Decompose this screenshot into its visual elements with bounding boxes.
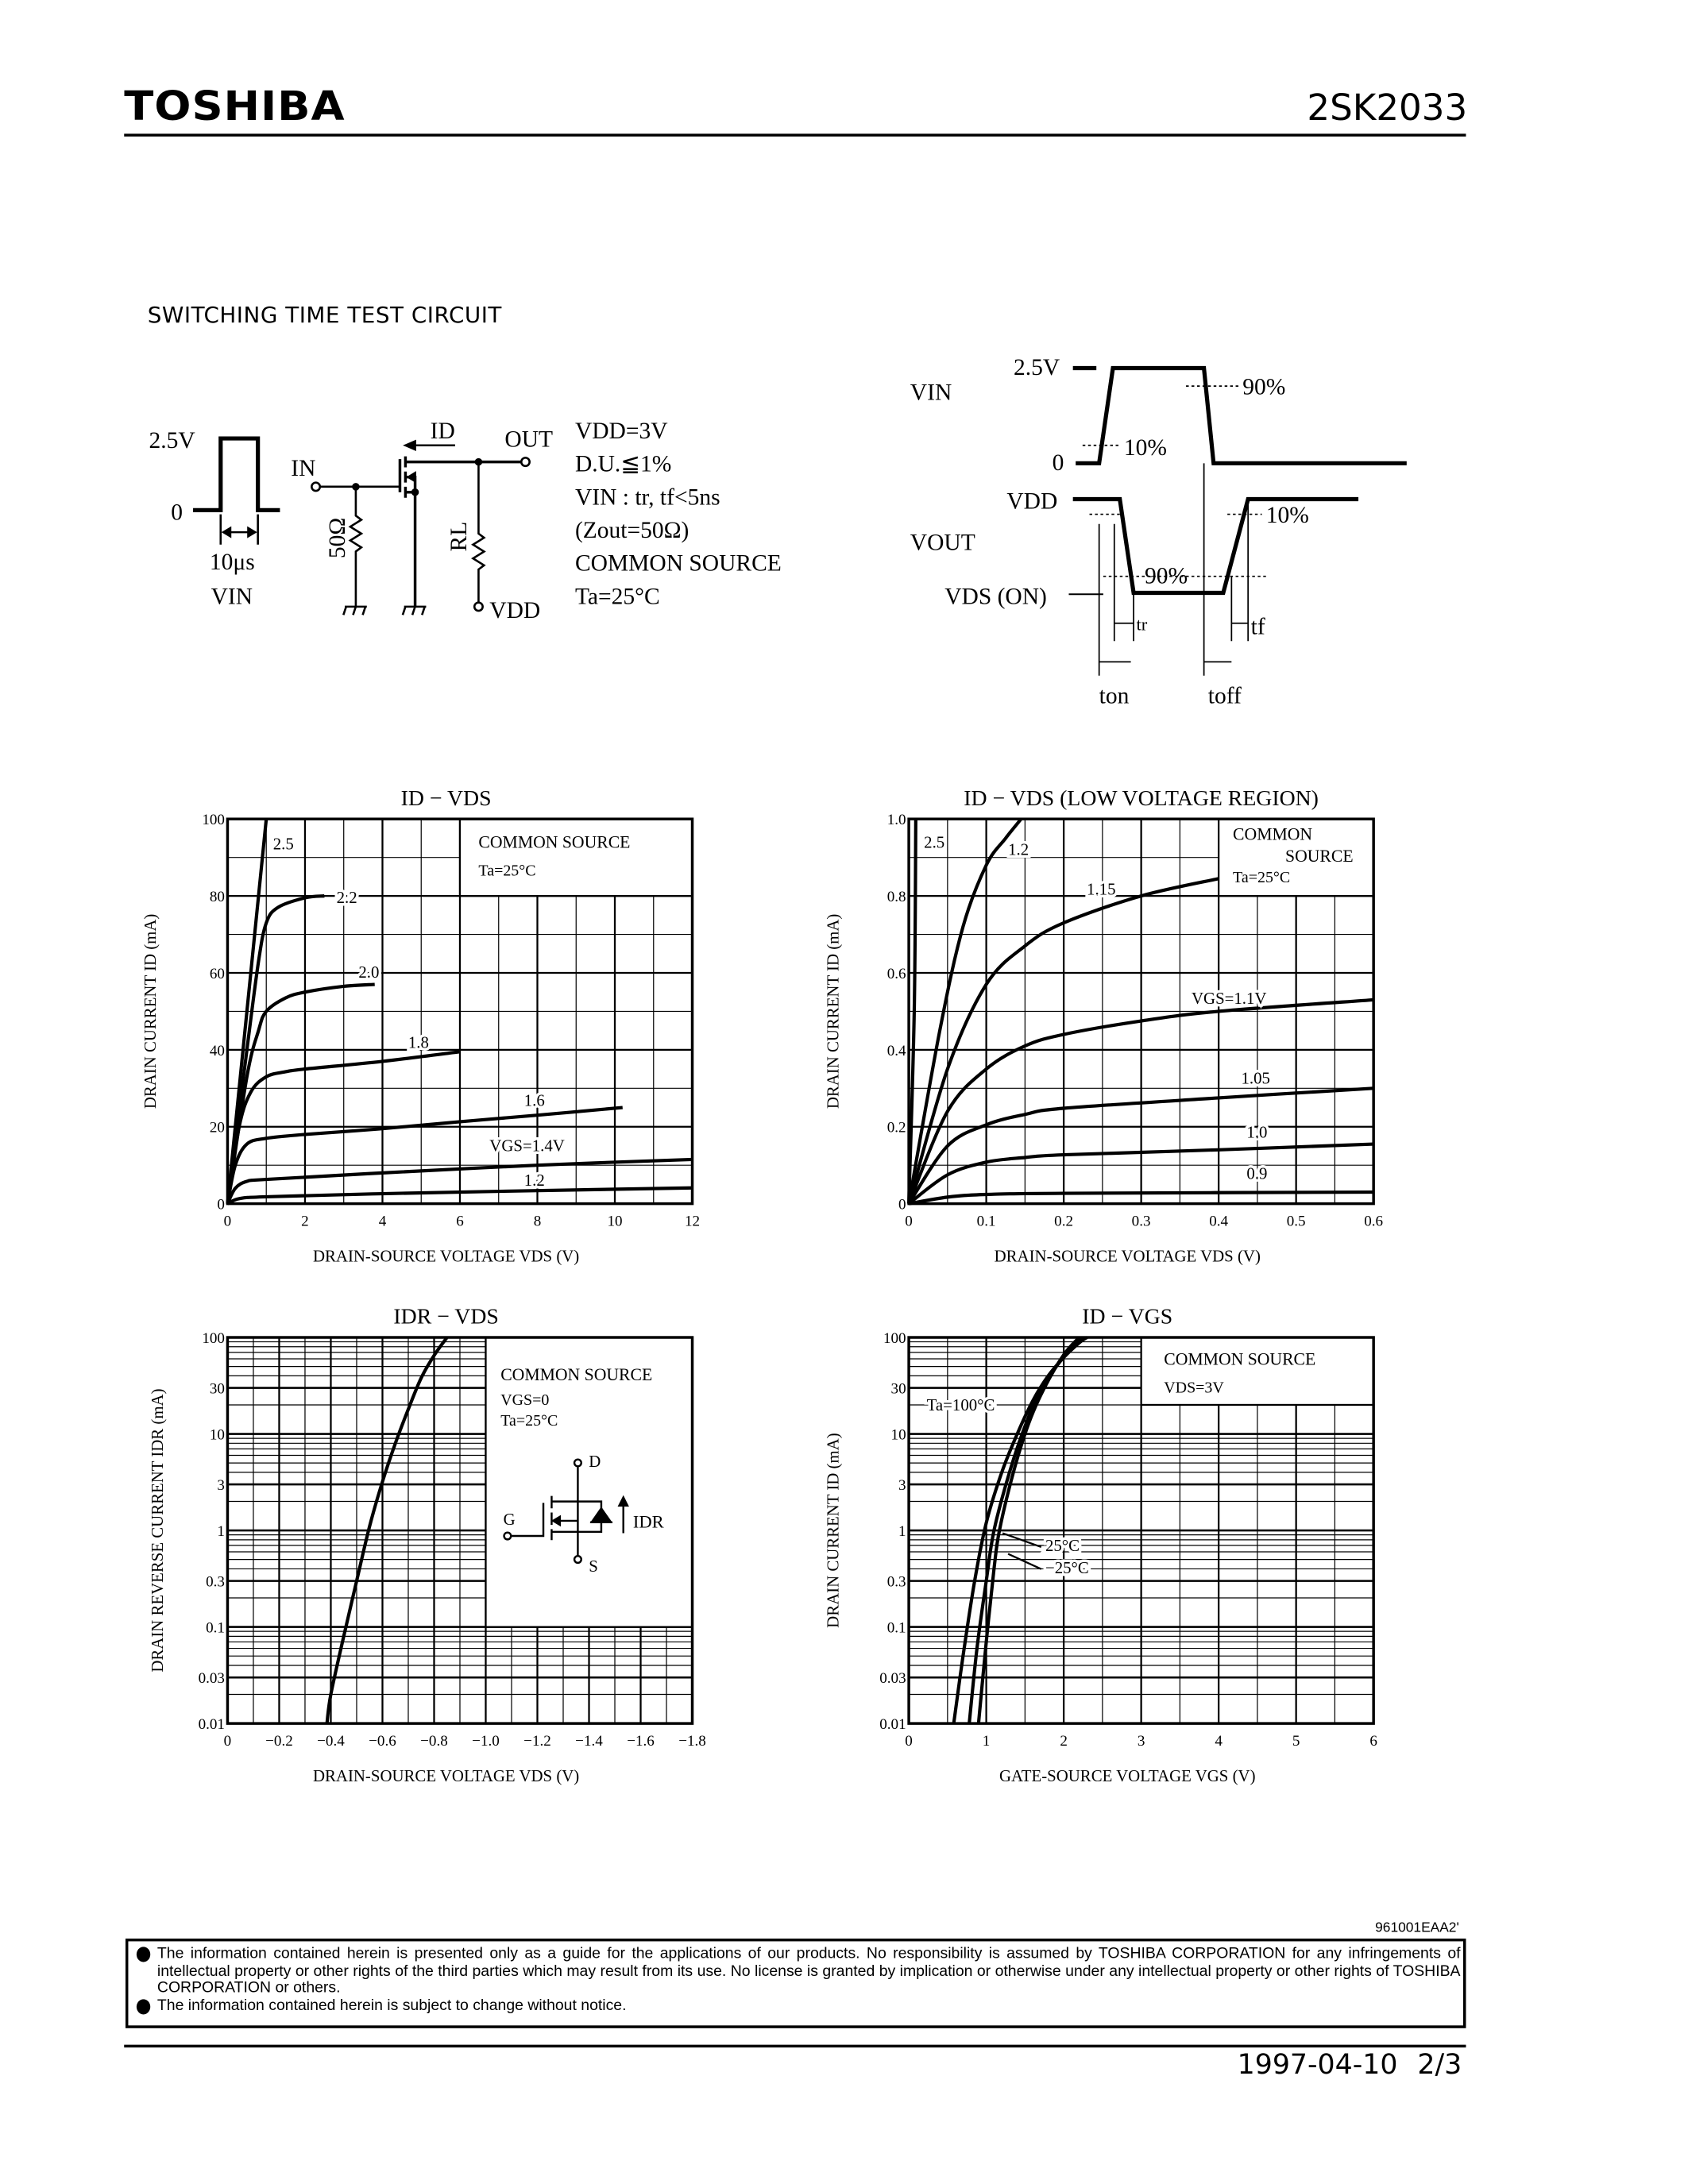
x-tick-label: 10 — [607, 1213, 623, 1230]
series-label: 0.9 — [1246, 1163, 1268, 1183]
y-tick-label: 60 — [209, 965, 225, 982]
x-tick-label: 4 — [378, 1213, 387, 1230]
x-axis-label: DRAIN-SOURCE VOLTAGE VDS (V) — [312, 1766, 580, 1786]
junction-dot — [353, 484, 358, 489]
condition-line: (Zout=50Ω) — [574, 518, 689, 544]
x-tick-label: 0.4 — [1209, 1213, 1229, 1230]
timing-90-in: 90% — [1242, 374, 1286, 400]
series-label: 2.2 — [336, 888, 357, 908]
x-tick-label: 0.6 — [1364, 1213, 1384, 1230]
x-tick-label: 0.3 — [1131, 1213, 1151, 1230]
page-number: 2/3 — [1417, 2047, 1462, 2081]
condition-line: VIN : tr, tf<5ns — [574, 484, 720, 511]
condition-line: Ta=25°C — [574, 584, 660, 610]
bullet-icon — [137, 1999, 150, 2014]
series-label: 1.6 — [523, 1090, 545, 1110]
x-tick-label: 0 — [223, 1213, 232, 1230]
x-tick-label: 8 — [533, 1213, 542, 1230]
condition-line: D.U.≦1% — [574, 451, 672, 477]
tf-label: tf — [1250, 614, 1265, 640]
chart-4 — [824, 1305, 1377, 1785]
chart-2 — [824, 786, 1384, 1266]
y-tick-label: 3 — [898, 1477, 906, 1495]
series-label: VGS=1.1V — [1191, 988, 1267, 1008]
series-label: 2.5 — [272, 834, 294, 854]
part-number: 2SK2033 — [1307, 88, 1468, 130]
x-tick-label: 0 — [905, 1732, 913, 1750]
chart-annotation: Ta=25°C — [500, 1412, 558, 1430]
series-label: 2.5 — [924, 832, 945, 852]
timing-10-out: 10% — [1265, 502, 1309, 528]
y-tick-label: 0 — [217, 1196, 225, 1214]
y-tick-label: 100 — [202, 812, 225, 829]
inset-label-s: S — [589, 1557, 598, 1576]
pulse-width-label: 10μs — [209, 550, 255, 576]
arrow-icon — [408, 473, 415, 480]
document-code: 961001EAA2' — [1375, 1920, 1459, 1936]
gate-terminal — [504, 1533, 512, 1540]
disclaimer-box — [126, 1939, 1466, 2028]
x-tick-label: 0.5 — [1286, 1213, 1306, 1230]
pulse-low-label: 0 — [171, 500, 183, 526]
inset-label-idr: IDR — [632, 1511, 664, 1532]
pointer-arrow-icon — [1002, 1534, 1041, 1569]
chart-annotation: COMMON SOURCE — [1164, 1349, 1316, 1369]
x-axis-label: DRAIN-SOURCE VOLTAGE VDS (V) — [994, 1246, 1261, 1266]
x-tick-label: 1 — [982, 1732, 991, 1750]
timing-vdson-label: VDS (ON) — [944, 584, 1047, 610]
bullet-icon — [137, 1947, 150, 1962]
date: 1997-04-10 — [1237, 2047, 1398, 2081]
chart-3 — [148, 1305, 706, 1785]
chart-annotation: Ta=25°C — [478, 862, 536, 880]
vout-waveform — [1073, 499, 1358, 592]
condition-line: VDD=3V — [574, 419, 668, 445]
rl-label: RL — [446, 521, 472, 552]
series-label: 25°C — [1045, 1536, 1080, 1556]
y-tick-label: 80 — [209, 889, 225, 906]
input-pulse — [193, 438, 280, 510]
y-tick-label: 20 — [209, 1119, 225, 1136]
chart-annotation: COMMON SOURCE — [478, 832, 631, 852]
series-label: 1.0 — [1246, 1122, 1268, 1142]
x-tick-label: 2 — [1060, 1732, 1068, 1750]
chart-1 — [141, 786, 700, 1266]
y-tick-label: 0.01 — [879, 1716, 906, 1734]
x-tick-label: −1.0 — [472, 1732, 500, 1750]
y-tick-label: 0.8 — [886, 889, 906, 906]
vin-label: VIN — [211, 584, 253, 610]
in-label: IN — [291, 455, 316, 481]
chart-annotation: COMMON SOURCE — [500, 1364, 653, 1384]
chart-title: ID − VDS — [400, 785, 492, 811]
chart-annotation: Ta=25°C — [1233, 869, 1291, 887]
inset-label-d: D — [589, 1452, 601, 1472]
y-axis-label: DRAIN CURRENT ID (mA) — [823, 913, 843, 1109]
legend-box — [460, 819, 693, 896]
out-label: OUT — [504, 426, 554, 453]
timing-diagram — [1068, 369, 1406, 676]
series-label: 1.2 — [523, 1171, 545, 1190]
timing-10-in: 10% — [1123, 434, 1167, 461]
y-tick-label: 0.03 — [198, 1670, 225, 1688]
y-tick-label: 10 — [890, 1426, 906, 1444]
x-tick-label: −1.6 — [627, 1732, 655, 1750]
y-tick-label: 1 — [898, 1523, 906, 1541]
y-tick-label: 0.2 — [886, 1119, 906, 1136]
inset-label-g: G — [503, 1510, 516, 1530]
x-tick-label: 6 — [1369, 1732, 1377, 1750]
y-tick-label: 0.3 — [206, 1573, 225, 1591]
x-tick-label: 6 — [456, 1213, 464, 1230]
y-tick-label: 100 — [883, 1329, 906, 1347]
y-tick-label: 0.6 — [886, 965, 906, 982]
y-tick-label: 1.0 — [886, 812, 906, 829]
x-axis-label: DRAIN-SOURCE VOLTAGE VDS (V) — [312, 1246, 580, 1266]
condition-line: COMMON SOURCE — [574, 550, 782, 577]
r50-label: 50Ω — [325, 517, 351, 559]
disclaimer-item — [133, 1946, 1460, 1998]
x-tick-label: −1.2 — [523, 1732, 551, 1750]
y-tick-label: 0.01 — [198, 1716, 225, 1734]
x-tick-label: 4 — [1215, 1732, 1223, 1750]
y-tick-label: 30 — [890, 1380, 906, 1398]
chart-title: ID − VDS (LOW VOLTAGE REGION) — [964, 785, 1319, 811]
timing-high-label: 2.5V — [1014, 355, 1060, 381]
timing-90-out: 90% — [1144, 563, 1188, 589]
ton-label: ton — [1099, 683, 1130, 709]
y-tick-label: 1 — [217, 1523, 225, 1541]
vdd-label: VDD — [489, 597, 541, 623]
chart-annotation: COMMON — [1233, 824, 1313, 844]
chart-annotation: VDS=3V — [1164, 1379, 1224, 1397]
y-tick-label: 3 — [217, 1477, 225, 1495]
series-label: 1.8 — [408, 1032, 429, 1052]
x-tick-label: −0.6 — [369, 1732, 396, 1750]
y-tick-label: 10 — [209, 1426, 225, 1444]
y-tick-label: 0.1 — [886, 1619, 906, 1637]
y-tick-label: 0.3 — [886, 1573, 906, 1591]
y-tick-label: 0.03 — [879, 1670, 906, 1688]
y-tick-label: 0.4 — [886, 1042, 906, 1059]
chart-annotation: SOURCE — [1285, 847, 1354, 866]
footer-date-page — [1238, 2047, 1462, 2081]
y-tick-label: 30 — [209, 1380, 225, 1398]
tr-label: tr — [1136, 614, 1148, 635]
time-arrows — [1099, 623, 1248, 662]
y-tick-label: 40 — [209, 1042, 225, 1059]
ground-icon — [343, 607, 426, 615]
y-axis-label: DRAIN CURRENT ID (mA) — [823, 1433, 843, 1628]
x-tick-label: −0.8 — [420, 1732, 448, 1750]
y-axis-label: DRAIN REVERSE CURRENT IDR (mA) — [147, 1388, 167, 1673]
toshiba-logo: TOSHIBA — [124, 83, 346, 130]
x-tick-label: 0.1 — [976, 1213, 996, 1230]
id-label: ID — [430, 419, 455, 445]
x-tick-label: 12 — [684, 1213, 701, 1230]
disclaimer-text: The information contained herein is subject to change without notice. — [156, 1997, 627, 2015]
timing-zero-label: 0 — [1052, 450, 1064, 477]
timing-vout-label: VOUT — [910, 530, 975, 556]
chart-title: IDR − VDS — [393, 1304, 499, 1329]
x-tick-label: 0 — [905, 1213, 913, 1230]
junction-dot — [412, 489, 418, 495]
x-tick-label: 2 — [301, 1213, 309, 1230]
vdd-terminal — [474, 603, 482, 611]
threshold-lines — [1083, 386, 1269, 577]
y-tick-label: 100 — [202, 1329, 225, 1347]
output-terminal — [521, 457, 529, 465]
disclaimer-item — [133, 1997, 1460, 2015]
chart-title: ID − VGS — [1082, 1304, 1173, 1329]
disclaimer-text: The information contained herein is presented only as a guide for the applications of our products. No responsibility is assumed by TOSHIBA CORPORATION for any infringements of intellectual property or other rights of the third parties which may result from its use. No license is granted by implication or otherwise under any intellectual property or other rights of TOSHIBA CORPORATION or others. — [156, 1945, 1461, 1997]
x-tick-label: 0 — [223, 1732, 232, 1750]
vin-waveform — [1073, 369, 1407, 464]
source-terminal — [574, 1556, 581, 1563]
section-title: SWITCHING TIME TEST CIRCUIT — [147, 302, 502, 329]
series-label: 1.15 — [1087, 879, 1116, 899]
resistor-rl — [473, 462, 484, 603]
toff-label: toff — [1207, 683, 1242, 709]
arrow-icon — [405, 442, 415, 450]
x-tick-label: −0.2 — [265, 1732, 293, 1750]
series-label: −25°C — [1045, 1557, 1089, 1577]
y-axis-label: DRAIN CURRENT ID (mA) — [141, 913, 160, 1109]
y-tick-label: 0 — [898, 1196, 906, 1214]
pulse-high-label: 2.5V — [149, 428, 195, 454]
chart-annotation: VGS=0 — [500, 1391, 550, 1410]
timing-vin-label: VIN — [910, 380, 952, 406]
x-axis-label: GATE-SOURCE VOLTAGE VGS (V) — [999, 1766, 1256, 1786]
series-label: VGS=1.4V — [489, 1136, 565, 1156]
x-tick-label: −1.4 — [575, 1732, 603, 1750]
x-tick-label: 5 — [1292, 1732, 1300, 1750]
series-label: 1.05 — [1241, 1068, 1270, 1088]
series-label: 2.0 — [358, 962, 380, 982]
drain-terminal — [574, 1460, 581, 1467]
series-label: Ta=100°C — [926, 1395, 995, 1415]
x-tick-label: −1.8 — [678, 1732, 706, 1750]
y-tick-label: 0.1 — [206, 1619, 225, 1637]
timing-vdd-label: VDD — [1006, 488, 1058, 515]
x-tick-label: 3 — [1137, 1732, 1145, 1750]
series-label: 1.2 — [1008, 839, 1029, 859]
x-tick-label: 0.2 — [1054, 1213, 1074, 1230]
input-terminal — [311, 483, 319, 491]
x-tick-label: −0.4 — [317, 1732, 345, 1750]
